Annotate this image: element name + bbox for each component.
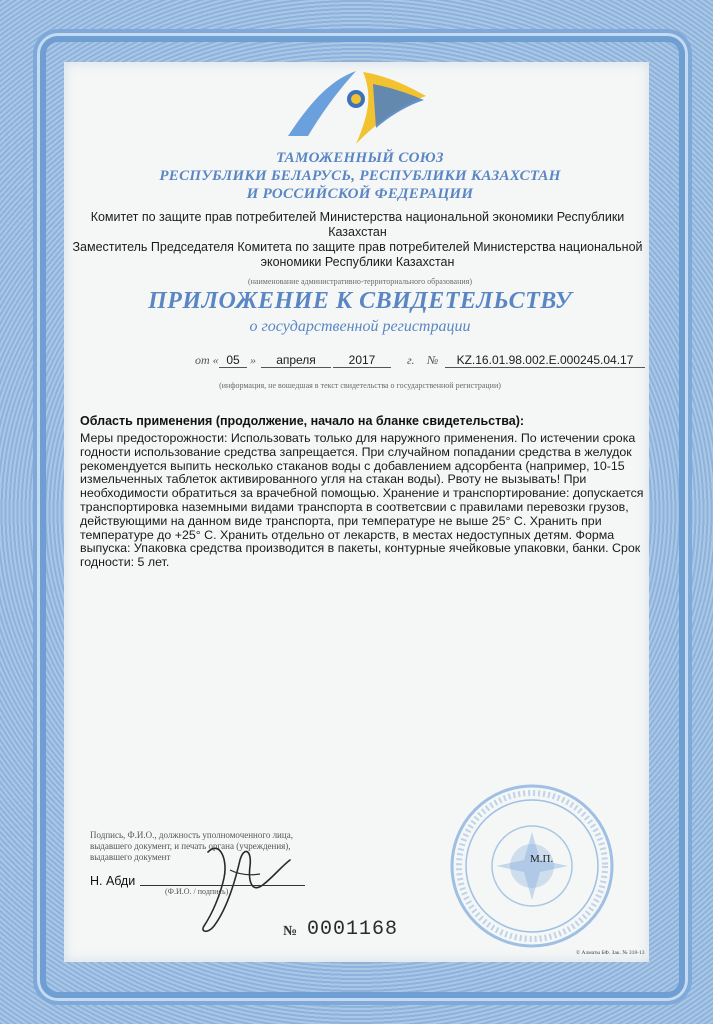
document-title: ПРИЛОЖЕНИЕ К СВИДЕТЕЛЬСТВУ [148, 288, 572, 314]
committee-line4: экономики Республики Казахстан [260, 255, 455, 269]
date-year: 2017 [333, 353, 391, 368]
body-text [80, 432, 655, 570]
date-number-row [195, 353, 655, 371]
committee-line3: Заместитель Председателя Комитета по защите прав потребителей Министерства национальной [72, 240, 643, 254]
org-title-line3: И РОССИЙСКОЙ ФЕДЕРАЦИИ [246, 186, 474, 202]
date-ot-label: от « [195, 353, 219, 367]
signature-caption-line1: Подпись, Ф.И.О., должность уполномоченного лица, [90, 830, 293, 840]
date-month: апреля [261, 353, 331, 368]
committee-line1: Комитет по защите прав потребителей Министерства национальной экономики Республики [90, 210, 625, 224]
body-line: транспортировка наземными видами транспорта в соответсвии с правилами перевозки грузов, [80, 499, 629, 514]
official-stamp-icon [448, 782, 616, 950]
certificate-number: KZ.16.01.98.002.E.000245.04.17 [445, 353, 645, 368]
signature-line [140, 885, 305, 886]
date-year-suffix: г. [407, 353, 415, 367]
body-line: измельченных таблеток активированного угля на стакан воды). Рвоту не вызывать! При [80, 472, 587, 487]
number-label: № [427, 353, 439, 367]
body-line: рекомендуется выпить несколько стаканов воды с добавлением адсорбента (например, 10-15 [80, 458, 625, 473]
admin-unit-note: (наименование административно-территориального образования) [247, 277, 472, 286]
body-line: необходимости обратиться за врачебной помощью. Хранение и транспортирование: допускается [80, 486, 644, 501]
document-subtitle: о государственной регистрации [249, 318, 471, 335]
body-line: температуре до +25° С. Хранить отдельно от лекарств, в местах недоступных детям. Форма [80, 527, 615, 542]
committee-block [70, 210, 645, 270]
date-close-quote: » [250, 353, 256, 367]
org-title-line2: РЕСПУБЛИКИ БЕЛАРУСЬ, РЕСПУБЛИКИ КАЗАХСТАН [159, 168, 561, 184]
signature-caption-line3: выдавшего документ [90, 852, 171, 862]
signature-caption-line2: выдавшего документ, и печать органа (учреждения), [90, 841, 291, 851]
body-line: годности использование средства запрещается. При случайном попадании средства в желудок [80, 444, 632, 459]
body-line: годности: 5 лет. [80, 555, 170, 570]
customs-union-logo-icon [278, 66, 428, 146]
signature-under-label: (Ф.И.О. / подпись) [165, 887, 229, 896]
signer-name: Н. Абди [90, 874, 136, 888]
body-line: действующими на данном виде транспорта, при температуре не выше 25° С. Хранить при [80, 513, 602, 528]
body-line: выпуска: Упаковка средства производится в пакеты, контурные ячейковые упаковки, банки. Срок [80, 541, 641, 556]
body-line: Меры предосторожности: Использовать только для наружного применения. По истечении срока [80, 431, 636, 445]
seal-place-label: М.П. [530, 853, 554, 865]
org-title-line1: ТАМОЖЕННЫЙ СОЮЗ [276, 150, 444, 166]
printer-mark: © Алматы БФ. Зак. № 318-13 [576, 950, 645, 956]
date-day: 05 [219, 353, 247, 368]
section-title: Область применения (продолжение, начало на бланке свидетельства): [80, 414, 525, 428]
serial-number: 0001168 [307, 918, 399, 941]
serial-label: № [283, 924, 298, 939]
committee-line2: Казахстан [328, 225, 387, 239]
info-note: (информация, не вошедшая в текст свидетельства о государственной регистрации) [219, 381, 501, 390]
